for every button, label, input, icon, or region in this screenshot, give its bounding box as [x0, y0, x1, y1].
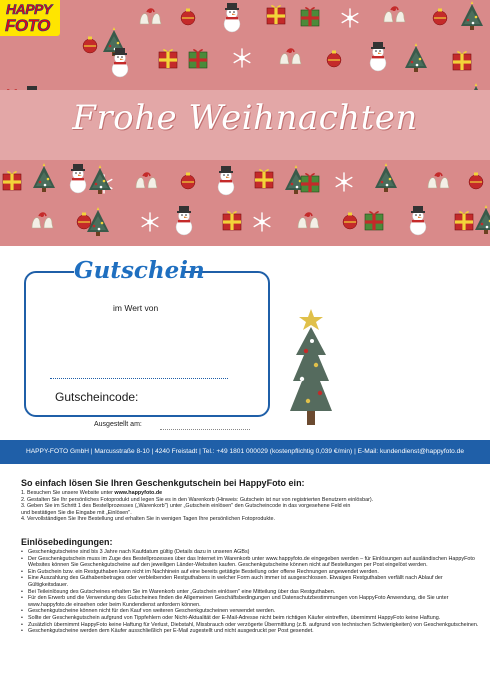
- how-to-step: 3. Geben Sie im Schritt 1 des Bestellprozesses („Warenkorb") unter „Gutschein einlösen" den Gutscheincode in das vorgesehene Feld ein: [21, 503, 351, 510]
- website-link[interactable]: www.happyfoto.de: [114, 490, 163, 496]
- issued-date-line: [160, 429, 250, 430]
- logo-text-happy: HAPPY: [6, 1, 52, 17]
- logo-text-foto: FOTO: [5, 16, 50, 35]
- conditions-list: [21, 549, 481, 635]
- christmas-tree-icon: [290, 305, 332, 433]
- happyfoto-logo: [0, 0, 60, 36]
- condition-item: • Zusätzlich übernimmt HappyFoto keine Haftung für Verlust, Diebstahl, Missbrauch oder verzögerte Übermittlung (z.B. aufgrund von technischen Schwierigkeiten) von Geschenkgutscheinen.: [21, 622, 481, 629]
- voucher-code-label: Gutscheincode:: [55, 390, 139, 404]
- how-to-step: 4. Vervollständigen Sie Ihre Bestellung und erhalten Sie in wenigen Tagen Ihre persönlichen Fotoprodukte.: [21, 516, 276, 523]
- value-line: [50, 378, 228, 379]
- how-to-steps: [21, 490, 481, 523]
- conditions-heading: Einlösebedingungen:: [21, 537, 113, 547]
- condition-item: • Geschenkgutscheine können nicht für den Kauf von weiteren Geschenkgutscheinen verwendet werden.: [21, 608, 481, 615]
- condition-item: • Bei Teileinlösung des Gutscheines erhalten Sie im Warenkorb unter „Gutschein einlösen" eine Mitteilung über das Restguthaben.: [21, 589, 481, 596]
- christmas-banner: [0, 0, 490, 246]
- condition-item: • Für den Erwerb und die Verwendung des Gutscheines finden die Allgemeinen Geschäftsbedingungen und Datenschutzbestimmungen von HappyFoto Anwendung, die Sie unter www.happyfoto.de einsehen oder beim Kundendienst anfordern können.: [21, 595, 481, 608]
- value-label: im Wert von: [113, 303, 159, 313]
- how-to-step: 1. Besuchen Sie unsere Website unter www.happyfoto.de: [21, 490, 163, 496]
- contact-bar: HAPPY-FOTO GmbH | Marcusstraße 8-10 | 4240 Freistadt | Tel.: +49 1801 000029 (kostenpflichtig 0,039 €/min) | E-Mail: kundendienst@happyfoto.de: [0, 440, 490, 464]
- condition-item: • Der Geschenkgutschein muss im Zuge des Bestellprozesses über das Internet im Warenkorb unter www.happyfoto.de eingegeben werden – für Einlösungen auf ausländischen HappyFoto Websites können Sie Geschenkgutscheine auf den jeweiligen Länder-Websiten kaufen. Geschenkgutscheine können nicht auf Bestellungen per Post eingelöst werden.: [21, 556, 481, 569]
- how-to-step: 2. Gestalten Sie Ihr persönliches Fotoprodukt und legen Sie es in den Warenkorb (Hinweis: Gutschein ist nur von registrierten Benutzern einlösbar).: [21, 496, 374, 503]
- condition-item: • Eine Auszahlung des Guthabenbetrages oder verbleibenden Restguthabens in welcher Form auch immer ist ausgeschlossen. Etwaiges Restguthaben verfällt nach Ablauf der Gültigkeitsdauer.: [21, 575, 481, 588]
- greeting-title: Frohe Weihnachten: [72, 98, 418, 138]
- how-to-step: und bestätigen Sie die Eingabe mit „Einlösen".: [21, 509, 132, 516]
- condition-item: • Geschenkgutscheine sind bis 3 Jahre nach Kaufdatum gültig (Details dazu in unseren AGBs): [21, 549, 481, 556]
- condition-item: • Ein Gutschein bzw. ein Restguthaben kann nicht im Nachhinein auf eine bereits getätigte Bestellung oder offene Rechnungen angewendet werden.: [21, 569, 481, 576]
- how-to-heading: So einfach lösen Sie Ihren Geschenkgutschein bei HappyFoto ein:: [21, 478, 305, 488]
- voucher-title: Gutschein: [74, 257, 205, 284]
- condition-item: • Sollte der Geschenkgutschein aufgrund von Tippfehlern oder Nicht-Aktualität der E-Mail-Adresse nicht beim richtigen Käufer eintreffen, übernimmt HappyFoto keine Haftung.: [21, 615, 481, 622]
- issued-date-label: Ausgestellt am:: [94, 421, 142, 428]
- condition-item: • Geschenkgutscheine werden dem Käufer ausschließlich per E-Mail zugestellt und nicht ausgedruckt per Post gesendet.: [21, 628, 481, 635]
